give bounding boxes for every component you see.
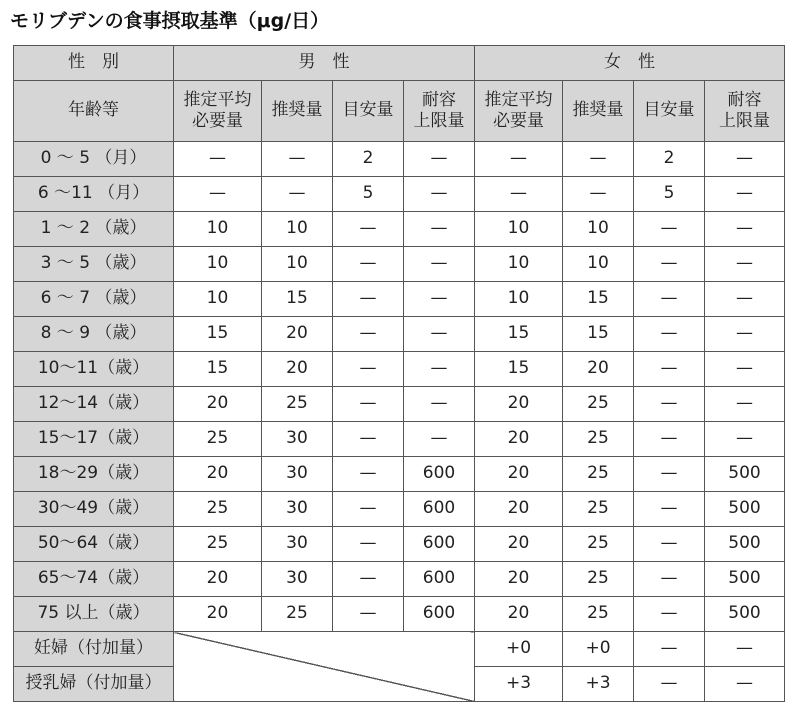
male-rda-cell: 25 (262, 387, 333, 422)
male-rda-cell: 30 (262, 562, 333, 597)
female-rda-cell: 25 (563, 527, 634, 562)
male-ai-cell: 5 (333, 177, 404, 212)
female-rda-cell: 25 (563, 422, 634, 457)
female-ear-cell: 20 (475, 527, 563, 562)
female-ai-cell: — (634, 282, 705, 317)
age-cell: 65～74（歳） (14, 562, 174, 597)
age-cell: 3 ～ 5 （歳） (14, 247, 174, 282)
table-row (14, 492, 785, 527)
age-cell: 0 ～ 5 （月） (14, 142, 174, 177)
female-rda-cell: 10 (563, 212, 634, 247)
male-ear-cell: 20 (174, 457, 262, 492)
age-header: 年齢等 (14, 81, 174, 142)
age-cell: 18～29（歳） (14, 457, 174, 492)
male-ul-cell: — (404, 422, 475, 457)
male-ul-cell: — (404, 352, 475, 387)
age-cell: 50～64（歳） (14, 527, 174, 562)
female-ul-cell: 500 (705, 562, 785, 597)
female-ear-cell: 20 (475, 387, 563, 422)
male-not-applicable-cell (174, 632, 475, 702)
female-ear-header: 推定平均 必要量 (475, 81, 563, 142)
female-ul-cell: 500 (705, 597, 785, 632)
male-ai-cell: 2 (333, 142, 404, 177)
female-ai-cell: — (634, 597, 705, 632)
male-rda-cell: 30 (262, 422, 333, 457)
female-ul-cell: — (705, 177, 785, 212)
female-rda-cell: 25 (563, 387, 634, 422)
female-ai-cell: — (634, 632, 705, 667)
male-ear-cell: 15 (174, 317, 262, 352)
female-rda-cell: +3 (563, 667, 634, 702)
female-ear-cell: 15 (475, 352, 563, 387)
female-ai-cell: — (634, 457, 705, 492)
female-ai-cell: — (634, 562, 705, 597)
male-ul-cell: — (404, 282, 475, 317)
male-ul-cell: 600 (404, 597, 475, 632)
sex-header: 性 別 (14, 46, 174, 81)
male-ear-cell: 10 (174, 282, 262, 317)
female-rda-cell: 15 (563, 282, 634, 317)
male-ul-cell: — (404, 247, 475, 282)
female-ul-cell: — (705, 667, 785, 702)
female-ear-cell: 10 (475, 282, 563, 317)
table-row (14, 597, 785, 632)
female-ear-cell: 10 (475, 247, 563, 282)
female-ai-cell: — (634, 667, 705, 702)
age-cell: 15～17（歳） (14, 422, 174, 457)
male-ai-cell: — (333, 527, 404, 562)
female-ai-cell: — (634, 247, 705, 282)
age-cell: 75 以上（歳） (14, 597, 174, 632)
age-cell: 8 ～ 9 （歳） (14, 317, 174, 352)
male-ai-cell: — (333, 457, 404, 492)
female-ear-cell: 20 (475, 457, 563, 492)
male-ear-cell: 10 (174, 247, 262, 282)
male-rda-cell: 20 (262, 352, 333, 387)
male-ul-cell: — (404, 317, 475, 352)
female-ear-cell: — (475, 142, 563, 177)
male-ul-cell: — (404, 142, 475, 177)
female-ai-cell: — (634, 422, 705, 457)
female-ul-cell: — (705, 212, 785, 247)
male-ul-header: 耐容 上限量 (404, 81, 475, 142)
female-header: 女 性 (475, 46, 785, 81)
table-row (14, 422, 785, 457)
male-ear-cell: 20 (174, 597, 262, 632)
female-rda-cell: 15 (563, 317, 634, 352)
table-row (14, 527, 785, 562)
female-ai-cell: — (634, 492, 705, 527)
male-ai-cell: — (333, 282, 404, 317)
female-ul-cell: — (705, 282, 785, 317)
female-rda-header: 推奨量 (563, 81, 634, 142)
male-rda-cell: 30 (262, 492, 333, 527)
male-rda-cell: 30 (262, 457, 333, 492)
table-row (14, 282, 785, 317)
male-ear-cell: 20 (174, 387, 262, 422)
male-ul-cell: — (404, 177, 475, 212)
female-ai-cell: — (634, 387, 705, 422)
male-ear-cell: — (174, 142, 262, 177)
male-ear-cell: 10 (174, 212, 262, 247)
page-title: モリブデンの食事摂取基準（μg/日） (10, 10, 330, 32)
female-ul-cell: 500 (705, 527, 785, 562)
supplement-label-cell: 妊婦（付加量） (14, 632, 174, 667)
male-ul-cell: 600 (404, 527, 475, 562)
female-rda-cell: 25 (563, 597, 634, 632)
male-rda-cell: 20 (262, 317, 333, 352)
age-cell: 6 ～ 7 （歳） (14, 282, 174, 317)
header-row-columns (14, 81, 785, 142)
age-cell: 30～49（歳） (14, 492, 174, 527)
table-row (14, 247, 785, 282)
male-ul-cell: 600 (404, 457, 475, 492)
female-rda-cell: +0 (563, 632, 634, 667)
male-ai-cell: — (333, 597, 404, 632)
female-rda-cell: 25 (563, 562, 634, 597)
table-row (14, 177, 785, 212)
female-ai-cell: — (634, 527, 705, 562)
female-rda-cell: 10 (563, 247, 634, 282)
male-ear-cell: 20 (174, 562, 262, 597)
male-rda-cell: 10 (262, 247, 333, 282)
female-ear-cell: 20 (475, 562, 563, 597)
header-row-sex (14, 46, 785, 81)
female-ul-header: 耐容 上限量 (705, 81, 785, 142)
female-ai-header: 目安量 (634, 81, 705, 142)
female-rda-cell: 25 (563, 457, 634, 492)
female-rda-cell: 20 (563, 352, 634, 387)
table-row (14, 562, 785, 597)
male-ai-cell: — (333, 562, 404, 597)
male-ul-cell: 600 (404, 492, 475, 527)
female-ul-cell: — (705, 632, 785, 667)
male-ai-cell: — (333, 422, 404, 457)
female-ear-cell: 10 (475, 212, 563, 247)
female-ul-cell: — (705, 387, 785, 422)
female-ai-cell: — (634, 352, 705, 387)
table-row (14, 212, 785, 247)
female-ear-cell: +3 (475, 667, 563, 702)
male-ear-cell: 25 (174, 527, 262, 562)
table-row (14, 387, 785, 422)
table-row (14, 317, 785, 352)
male-ai-cell: — (333, 387, 404, 422)
male-rda-cell: — (262, 177, 333, 212)
female-rda-cell: 25 (563, 492, 634, 527)
male-rda-cell: 30 (262, 527, 333, 562)
table-row (14, 457, 785, 492)
male-ul-cell: — (404, 212, 475, 247)
male-rda-cell: — (262, 142, 333, 177)
male-ai-header: 目安量 (333, 81, 404, 142)
male-ul-cell: 600 (404, 562, 475, 597)
female-ai-cell: — (634, 317, 705, 352)
table-row (14, 142, 785, 177)
supplement-label-cell: 授乳婦（付加量） (14, 667, 174, 702)
female-ai-cell: — (634, 212, 705, 247)
female-rda-cell: — (563, 177, 634, 212)
female-ear-cell: 15 (475, 317, 563, 352)
male-ear-cell: 15 (174, 352, 262, 387)
female-ear-cell: +0 (475, 632, 563, 667)
male-ear-header: 推定平均 必要量 (174, 81, 262, 142)
male-header: 男 性 (174, 46, 475, 81)
male-rda-cell: 25 (262, 597, 333, 632)
male-ai-cell: — (333, 352, 404, 387)
male-ear-cell: 25 (174, 492, 262, 527)
male-ai-cell: — (333, 247, 404, 282)
age-cell: 12～14（歳） (14, 387, 174, 422)
male-ai-cell: — (333, 212, 404, 247)
male-ai-cell: — (333, 492, 404, 527)
table-row (14, 352, 785, 387)
age-cell: 6 ～11 （月） (14, 177, 174, 212)
female-ul-cell: — (705, 317, 785, 352)
male-ear-cell: — (174, 177, 262, 212)
male-rda-cell: 10 (262, 212, 333, 247)
male-rda-header: 推奨量 (262, 81, 333, 142)
female-ul-cell: — (705, 142, 785, 177)
male-ul-cell: — (404, 387, 475, 422)
female-ai-cell: 5 (634, 177, 705, 212)
intake-table (13, 45, 785, 702)
age-cell: 1 ～ 2 （歳） (14, 212, 174, 247)
female-ear-cell: — (475, 177, 563, 212)
female-ul-cell: — (705, 422, 785, 457)
male-ai-cell: — (333, 317, 404, 352)
female-ear-cell: 20 (475, 597, 563, 632)
table-row-supplement (14, 632, 785, 667)
female-rda-cell: — (563, 142, 634, 177)
male-ear-cell: 25 (174, 422, 262, 457)
age-cell: 10～11（歳） (14, 352, 174, 387)
female-ul-cell: 500 (705, 492, 785, 527)
female-ear-cell: 20 (475, 492, 563, 527)
female-ul-cell: — (705, 247, 785, 282)
female-ai-cell: 2 (634, 142, 705, 177)
female-ul-cell: 500 (705, 457, 785, 492)
female-ear-cell: 20 (475, 422, 563, 457)
female-ul-cell: — (705, 352, 785, 387)
male-rda-cell: 15 (262, 282, 333, 317)
